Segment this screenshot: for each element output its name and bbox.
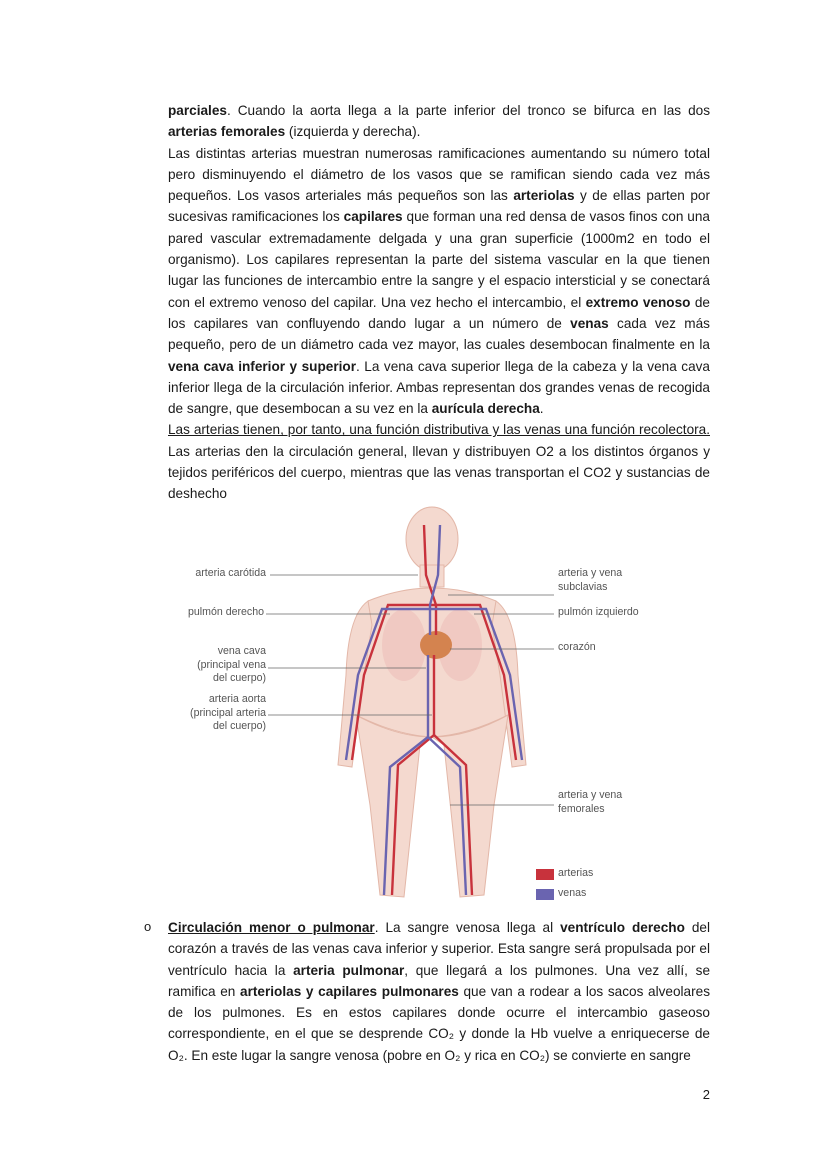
bold-term: ventrículo derecho	[560, 920, 685, 935]
legend-arterias-swatch	[536, 869, 554, 880]
page-number: 2	[702, 1087, 710, 1102]
bold-term: arterias femorales	[168, 124, 286, 140]
label-subclavias	[558, 567, 622, 594]
label-line: (principal arteria	[190, 706, 266, 719]
label-line: arteria y vena	[558, 789, 623, 801]
label-line: subclavias	[558, 580, 608, 593]
label-pulmon-derecho: pulmón derecho	[188, 606, 264, 618]
label-line: (principal vena	[197, 658, 266, 671]
legend-venas-label: venas	[558, 887, 587, 899]
label-pulmon-izquierdo: pulmón izquierdo	[558, 606, 639, 618]
label-arteria-carotida: arteria carótida	[195, 567, 266, 579]
label-femorales	[558, 789, 622, 816]
bold-term: capilares	[343, 209, 403, 225]
label-vena-cava	[168, 645, 266, 686]
legend-arterias-label: arterias	[558, 867, 594, 879]
bold-term: parciales	[168, 103, 227, 118]
section-title: Circulación menor o pulmonar	[168, 920, 375, 935]
text-run: que van a rodear a los sacos alveolares de los pulmones. Es en estos capilares donde ocurre el intercambio gaseoso correspondiente, en el que se desprende CO₂ y donde la Hb vuelve a enriquecerse de O₂. En este lugar la sangre venosa (pobre en O₂ y rica en CO₂) se convierte en sangre	[168, 983, 711, 1063]
paragraph-function	[168, 419, 710, 504]
paragraph-pulmonary	[168, 917, 710, 1066]
bold-term: extremo venoso	[585, 294, 691, 310]
body-silhouette	[338, 507, 526, 897]
bold-term: vena cava inferior y superior	[168, 358, 356, 374]
label-line: del cuerpo)	[213, 720, 266, 733]
text-run: de los capilares van confluyendo dando lugar a un número de	[168, 294, 710, 331]
bullet-marker: o	[144, 919, 152, 934]
text-run: (izquierda y derecha).	[285, 124, 421, 140]
bold-term: aurícula derecha	[431, 401, 540, 417]
body-paragraphs	[168, 100, 710, 505]
heart	[420, 631, 452, 659]
label-line: femorales	[558, 802, 605, 815]
paragraph-aorta	[168, 100, 710, 143]
label-line: arteria y vena	[558, 567, 623, 579]
text-run: , que llegará a los pulmones. Una vez allí, se ramifica en	[168, 962, 711, 999]
text-run: Las arterias den la circulación general, llevan y distribuyen O2 a los distintos órganos y tejidos periféricos del cuerpo, mientras que las venas transportan el CO2 y sustancias de deshecho	[168, 443, 710, 502]
text-run: . La sangre venosa llega al	[374, 920, 561, 935]
label-line: arteria aorta	[208, 693, 266, 705]
text-run: . La vena cava superior llega de la cabeza y la vena cava inferior llega de la circulación inferior. Ambas representan dos grandes venas de recogida de sangre, que desembocan a su vez en la	[168, 358, 710, 417]
label-line: vena cava	[217, 645, 266, 657]
text-run: que forman una red densa de vasos finos con una pared vascular extremadamente delgada y una gran superficie (1000m2 en todo el organismo). Los capilares representan la parte del sistema vascular en la que tienen lugar las funciones de intercambio entre la sangre y el espacio intersticial y se conectará con el extremo venoso del capilar. Una vez hecho el intercambio, el	[168, 209, 710, 310]
text-run: Las distintas arterias muestran numerosas ramificaciones aumentando su número total pero disminuyendo el diámetro de los vasos que se ramifican siendo cada vez más pequeños. Los vasos arteriales más pequeños son las	[168, 145, 710, 204]
bold-term: arteriolas y capilares pulmonares	[240, 983, 459, 999]
paragraph-vessels	[168, 143, 710, 420]
text-run: del corazón a través de las venas cava inferior y superior. Esta sangre será propulsada por el ventrículo hacia la	[168, 920, 710, 978]
text-run: cada vez más pequeño, pero de un diámetro cada vez mayor, las cuales desembocan finalmente en la	[168, 315, 710, 353]
legend-venas-swatch	[536, 889, 554, 900]
label-arteria-aorta	[168, 693, 266, 734]
bold-term: arteria pulmonar	[293, 962, 405, 978]
text-run: .	[539, 401, 544, 417]
paragraph-pulmonary-text	[168, 917, 710, 1066]
bold-term: arteriolas	[513, 188, 575, 204]
underlined-text: Las arterias tienen, por tanto, una función distributiva y las venas una función recolectora.	[168, 422, 710, 438]
text-run: . Cuando la aorta llega a la parte inferior del tronco se bifurca en las dos	[226, 103, 710, 118]
label-line: del cuerpo)	[213, 672, 266, 685]
text-run: y de ellas parten por sucesivas ramificaciones los	[168, 188, 710, 225]
circulatory-system-figure	[168, 505, 652, 917]
bold-term: venas	[570, 315, 609, 331]
label-corazon: corazón	[558, 641, 596, 653]
